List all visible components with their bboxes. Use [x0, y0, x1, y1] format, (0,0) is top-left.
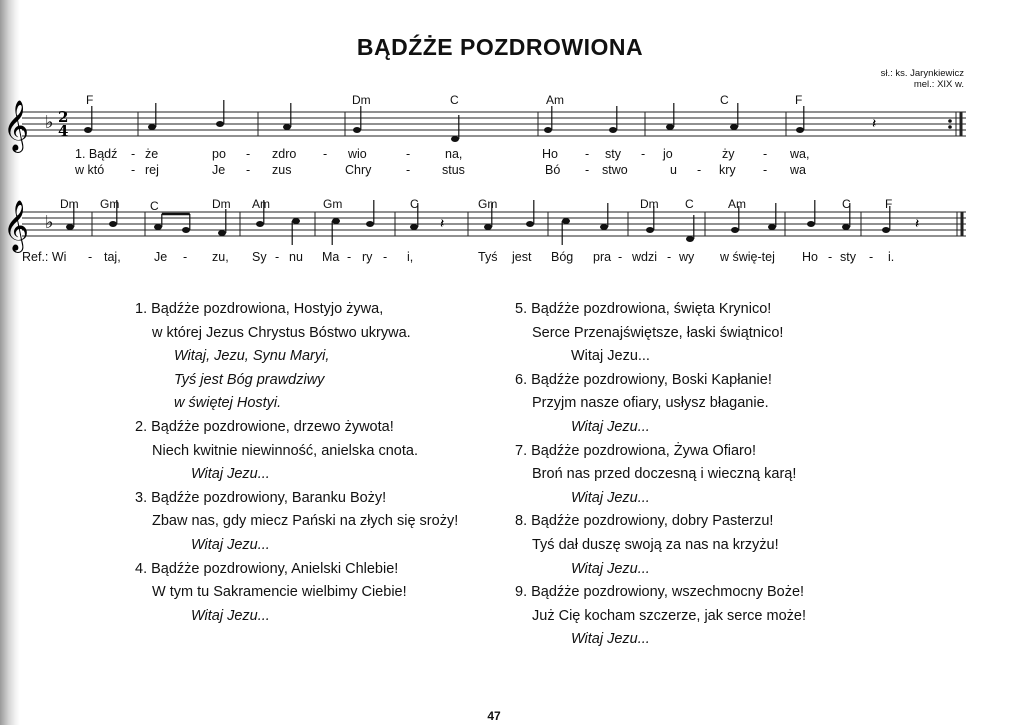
lyric-syllable: -: [697, 163, 702, 177]
refrain-line: w świętej Hostyi.: [174, 395, 282, 412]
verse-line: Zbaw nas, gdy miecz Pański na złych się sroży!: [152, 513, 459, 530]
lyric-syllable: -: [667, 250, 672, 264]
melody-credit: mel.: XIX w.: [913, 79, 964, 90]
verse-line: Niech kwitnie niewinność, anielska cnota.: [152, 442, 418, 459]
lyric-syllable: Chry: [345, 163, 372, 177]
lyric-syllable: sty: [605, 147, 621, 161]
staff-2-chords: [60, 197, 892, 213]
note: [526, 200, 534, 227]
refrain-line: Witaj Jezu...: [571, 631, 650, 648]
lyric-syllable: -: [246, 163, 251, 177]
sheet-music: [0, 0, 1024, 290]
chord-symbol: Gm: [323, 197, 343, 211]
lyric-syllable: Ho: [542, 147, 558, 161]
lyric-syllable: -: [585, 163, 590, 177]
note: [148, 103, 156, 130]
staff-2-lyrics: [22, 250, 894, 264]
lyric-syllable: jest: [512, 250, 532, 264]
verse-line: 2. Bądźże pozdrowione, drzewo żywota!: [135, 418, 394, 435]
verses-right-column: [515, 298, 806, 652]
lyric-syllable: -: [618, 250, 623, 264]
lyric-syllable: -: [246, 147, 251, 161]
lyric-syllable: Tyś: [478, 250, 498, 264]
lyric-syllable: Ho: [802, 250, 818, 264]
verse-line: 7. Bądźże pozdrowiona, Żywa Ofiaro!: [515, 442, 756, 459]
lyric-syllable: -: [763, 163, 768, 177]
chord-symbol: C: [450, 93, 459, 107]
lyric-syllable: -: [183, 250, 188, 264]
lyric-syllable: -: [131, 163, 136, 177]
verse-line: W tym tu Sakramencie wielbimy Ciebie!: [152, 584, 407, 601]
note: [353, 106, 361, 133]
lyric-syllable: stwo: [602, 163, 628, 177]
lyric-syllable: w świę-tej: [720, 250, 775, 264]
lyric-syllable: u: [670, 163, 677, 177]
rest-icon: 𝄽: [440, 216, 445, 232]
lyric-syllable: zu,: [212, 250, 229, 264]
chord-symbol: Gm: [478, 197, 498, 211]
time-sig-top: 2: [58, 108, 69, 126]
lyric-syllable: -: [869, 250, 874, 264]
staff-2: [22, 212, 966, 236]
note: [544, 106, 552, 133]
treble-clef-icon: 𝄞: [3, 200, 30, 251]
lyric-syllable: wa: [790, 163, 806, 177]
lyric-syllable: -: [88, 250, 93, 264]
lyric-syllable: wa,: [790, 147, 810, 161]
note: [807, 200, 815, 227]
refrain-line: Witaj Jezu...: [571, 348, 650, 365]
lyric-syllable: ry: [362, 250, 373, 264]
chord-symbol: C: [842, 197, 851, 211]
lyric-syllable: na,: [445, 147, 463, 161]
refrain-line: Tyś jest Bóg prawdziwy: [174, 371, 325, 388]
verses-left-column: [135, 298, 458, 628]
note: [562, 218, 570, 245]
verse-line: 5. Bądźże pozdrowiona, święta Krynico!: [515, 301, 772, 317]
lyric-syllable: -: [585, 147, 590, 161]
verse-line: Broń nas przed doczesną i wieczną karą!: [532, 466, 797, 483]
note: [451, 115, 459, 142]
verse-line: 8. Bądźże pozdrowiony, dobry Pasterzu!: [515, 513, 774, 530]
staff-1-lyrics-2: [74, 163, 806, 177]
chord-symbol: Dm: [352, 93, 371, 107]
lyric-syllable: zus: [272, 163, 292, 177]
lyric-syllable: sty: [840, 250, 856, 264]
verse-line: 4. Bądźże pozdrowiony, Anielski Chlebie!: [135, 560, 399, 577]
treble-clef-icon: 𝄞: [3, 100, 30, 151]
verse-line: Już Cię kocham szczerze, jak serce może!: [532, 607, 806, 624]
staff-1-chords: [86, 93, 802, 107]
lyric-syllable: rej: [145, 163, 159, 177]
chord-symbol: F: [86, 93, 94, 107]
refrain-line: Witaj Jezu...: [191, 536, 270, 553]
chord-symbol: Am: [546, 93, 564, 107]
verse-line: Serce Przenajświętsze, łaski świątnico!: [532, 324, 784, 341]
lyric-syllable: jo: [663, 147, 673, 161]
verse-line: 6. Bądźże pozdrowiony, Boski Kapłanie!: [515, 371, 772, 388]
time-sig-bottom: 4: [58, 122, 69, 140]
refrain-line: Witaj Jezu...: [191, 466, 270, 483]
lyric-syllable: Ma: [322, 250, 340, 264]
lyric-syllable: 1. Bądź: [75, 147, 118, 161]
staff-1-lyrics-1: [75, 147, 809, 161]
note: [84, 106, 92, 133]
lyric-syllable: taj,: [104, 250, 121, 264]
lyric-syllable: i.: [888, 250, 895, 264]
lyric-syllable: wio: [348, 147, 367, 161]
note: [600, 203, 608, 230]
refrain-line: Witaj Jezu...: [571, 489, 650, 506]
lyric-syllable: po: [212, 147, 226, 161]
chord-symbol: C: [150, 199, 159, 213]
note: [666, 103, 674, 130]
flat-key-signature-icon: ♭: [45, 112, 54, 133]
lyric-syllable: -: [275, 250, 280, 264]
lyric-syllable: -: [406, 163, 411, 177]
note: [686, 215, 694, 242]
lyric-syllable: nu: [289, 250, 303, 264]
note: [292, 218, 300, 245]
verse-line: Przyjm nasze ofiary, usłysz błaganie.: [532, 395, 769, 412]
refrain-line: Witaj Jezu...: [571, 418, 650, 435]
lyric-syllable: wy: [679, 250, 695, 264]
refrain-line: Witaj Jezu...: [191, 607, 270, 624]
rest-icon: 𝄽: [872, 116, 877, 132]
lyric-syllable: Ref.: Wi: [22, 250, 67, 264]
chord-symbol: F: [795, 93, 803, 107]
lyric-syllable: -: [763, 147, 768, 161]
refrain-line: Witaj Jezu...: [571, 560, 650, 577]
chord-symbol: C: [685, 197, 694, 211]
chord-symbol: Am: [728, 197, 746, 211]
lyric-syllable: -: [641, 147, 646, 161]
lyric-syllable: Je: [212, 163, 226, 177]
lyric-syllable: w któ: [75, 163, 105, 177]
note: [216, 100, 224, 127]
lyric-syllable: -: [347, 250, 352, 264]
note: [332, 218, 340, 245]
chord-symbol: Dm: [640, 197, 659, 211]
repeat-dot: [948, 119, 952, 123]
verse-line: 3. Bądźże pozdrowiony, Baranku Boży!: [135, 489, 387, 506]
lyric-syllable: że: [145, 147, 159, 161]
lyric-syllable: Bó: [545, 163, 561, 177]
note: [796, 106, 804, 133]
note: [218, 209, 226, 236]
lyric-syllable: -: [323, 147, 328, 161]
chord-symbol: Am: [252, 197, 270, 211]
verse-line: Tyś dał duszę swoją za nas na krzyżu!: [532, 536, 779, 553]
note: [366, 200, 374, 227]
lyric-syllable: -: [828, 250, 833, 264]
lyric-syllable: zdro: [272, 147, 297, 161]
note: [182, 214, 190, 233]
chord-symbol: Gm: [100, 197, 120, 211]
chord-symbol: F: [885, 197, 893, 211]
note: [768, 203, 776, 230]
verse-line: w której Jezus Chrystus Bóstwo ukrywa.: [152, 324, 411, 341]
note: [609, 106, 617, 133]
verse-line: 9. Bądźże pozdrowiony, wszechmocny Boże!: [515, 584, 805, 601]
lyric-syllable: stus: [442, 163, 465, 177]
refrain-line: Witaj, Jezu, Synu Maryi,: [174, 348, 330, 365]
lyric-syllable: kry: [719, 163, 736, 177]
song-title: BĄDŹŻE POZDROWIONA: [356, 34, 644, 60]
repeat-dot: [948, 125, 952, 129]
lyric-syllable: i,: [407, 250, 414, 264]
lyric-syllable: wdzi: [632, 250, 658, 264]
note: [154, 214, 162, 230]
lyric-syllable: pra: [593, 250, 612, 264]
chord-symbol: C: [720, 93, 729, 107]
lyric-syllable: ży: [722, 147, 735, 161]
page-number: 47: [487, 709, 501, 723]
chord-symbol: Dm: [212, 197, 231, 211]
lyric-syllable: -: [131, 147, 136, 161]
chord-symbol: C: [410, 197, 419, 211]
lyric-syllable: Je: [154, 250, 168, 264]
lyric-syllable: Bóg: [551, 250, 574, 264]
lyric-syllable: Sy: [252, 250, 267, 264]
note: [283, 103, 291, 130]
flat-key-signature-icon: ♭: [45, 212, 54, 233]
rest-icon: 𝄽: [915, 216, 920, 232]
staff-1: [22, 112, 966, 136]
verse-line: 1. Bądźże pozdrowiona, Hostyjo żywa,: [135, 301, 384, 317]
note: [730, 103, 738, 130]
lyric-syllable: -: [383, 250, 388, 264]
lyric-syllable: -: [406, 147, 411, 161]
lyricist-credit: sł.: ks. Jarynkiewicz: [880, 68, 964, 79]
chord-symbol: Dm: [60, 197, 79, 211]
